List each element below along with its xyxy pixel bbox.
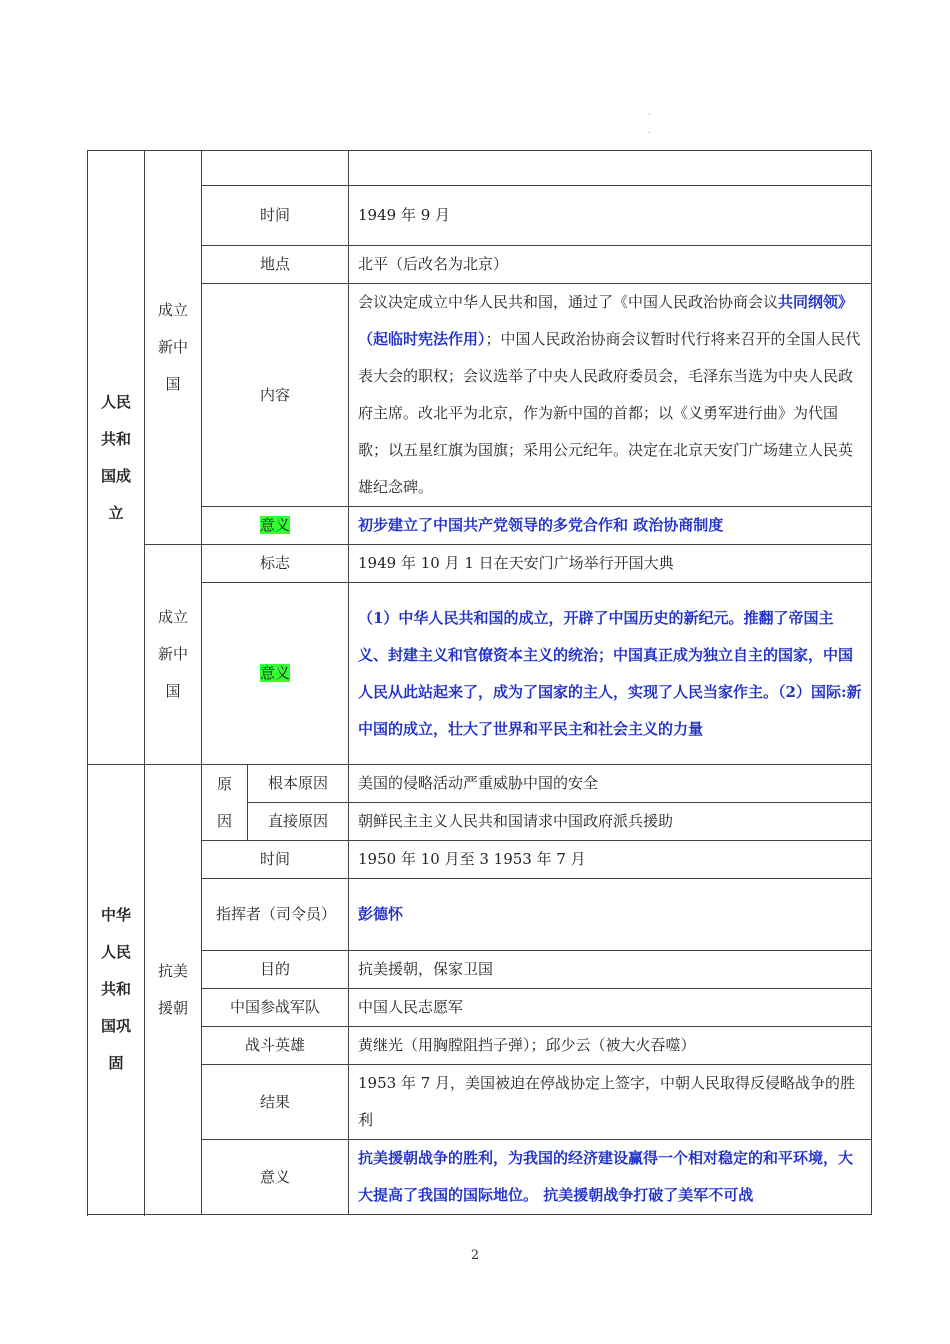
time-label: 时间 [202, 186, 349, 246]
symbol-value: 1949 年 10 月 1 日在天安门广场举行开国大典 [349, 545, 872, 583]
content-bold-text: 共同纲领》（起临时宪法作用） [358, 293, 854, 348]
cause-label: 原因 [202, 765, 248, 841]
table-row [88, 1027, 872, 1065]
table-row [88, 507, 872, 545]
place-value: 北平（后改名为北京） [349, 246, 872, 284]
heroes-value: 黄继光（用胸膛阻挡子弹）；邱少云（被大火吞噬） [349, 1027, 872, 1065]
table-row [88, 765, 872, 803]
commander-label: 指挥者（司令员） [202, 879, 349, 951]
header-mark: . [648, 126, 651, 135]
content-text: 会议决定成立中华人民共和国，通过了《中国人民政治协商会议 [358, 293, 779, 311]
empty-cell [202, 151, 349, 186]
time-value: 1950 年 10 月至 3 1953 年 7 月 [349, 841, 872, 879]
meaning-value: （1）中华人民共和国的成立，开辟了中国历史的新纪元。推翻了帝国主义、封建主义和官僚资本主义的统治；中国真正成为独立自主的国家，中国人民从此站起来了，成为了国家的主人，实现了人民当家作主。（2）国际:新中国的成立，壮大了世界和平民主和社会主义的力量 [349, 583, 872, 765]
meaning-label: 意义 [259, 664, 290, 682]
meaning-label-cell [202, 583, 349, 765]
direct-cause-label: 直接原因 [248, 803, 349, 841]
section-title: 中华人民共和国巩固 [88, 765, 145, 1215]
table-row [88, 151, 872, 186]
meaning-label-cell [202, 507, 349, 545]
table-row [88, 879, 872, 951]
table-row [88, 1140, 872, 1215]
meaning-label: 意义 [259, 516, 290, 534]
page-number: 2 [470, 1248, 480, 1263]
table-row [88, 284, 872, 507]
table-row [88, 989, 872, 1027]
header-mark: . [648, 108, 651, 117]
table-row [88, 1065, 872, 1140]
table-row [88, 841, 872, 879]
heroes-label: 战斗英雄 [202, 1027, 349, 1065]
content-value [349, 284, 872, 507]
group-label: 成立新中国 [145, 151, 202, 545]
empty-cell [349, 151, 872, 186]
meaning-label: 意义 [202, 1140, 349, 1215]
table-row [88, 186, 872, 246]
section-title: 人民共和国成立 [88, 151, 145, 765]
history-notes-table [87, 150, 872, 1215]
content-label: 内容 [202, 284, 349, 507]
symbol-label: 标志 [202, 545, 349, 583]
meaning-value: 抗美援朝战争的胜利，为我国的经济建设赢得一个相对稳定的和平环境，大大提高了我国的国际地位。 抗美援朝战争打破了美军不可战 [349, 1140, 872, 1215]
time-value: 1949 年 9 月 [349, 186, 872, 246]
root-cause-value: 美国的侵略活动严重威胁中国的安全 [349, 765, 872, 803]
purpose-label: 目的 [202, 951, 349, 989]
army-label: 中国参战军队 [202, 989, 349, 1027]
result-value: 1953 年 7 月，美国被迫在停战协定上签字，中朝人民取得反侵略战争的胜利 [349, 1065, 872, 1140]
result-label: 结果 [202, 1065, 349, 1140]
place-label: 地点 [202, 246, 349, 284]
table-row [88, 951, 872, 989]
time-label: 时间 [202, 841, 349, 879]
direct-cause-value: 朝鲜民主主义人民共和国请求中国政府派兵援助 [349, 803, 872, 841]
meaning-value: 初步建立了中国共产党领导的多党合作和 政治协商制度 [349, 507, 872, 545]
root-cause-label: 根本原因 [248, 765, 349, 803]
group-label: 成立新中国 [145, 545, 202, 765]
purpose-value: 抗美援朝，保家卫国 [349, 951, 872, 989]
table-row [88, 246, 872, 284]
group-label: 抗美援朝 [145, 765, 202, 1215]
table-row [88, 583, 872, 765]
content-text-rest: ；中国人民政治协商会议暂时代行将来召开的全国人民代表大会的职权；会议选举了中央人民政府委员会，毛泽东当选为中央人民政府主席。改北平为北京，作为新中国的首都；以《义勇军进行曲》为代国歌；以五星红旗为国旗；采用公元纪年。决定在北京天安门广场建立人民英雄纪念碑。 [358, 330, 861, 496]
commander-value: 彭德怀 [349, 879, 872, 951]
army-value: 中国人民志愿军 [349, 989, 872, 1027]
table-row [88, 545, 872, 583]
